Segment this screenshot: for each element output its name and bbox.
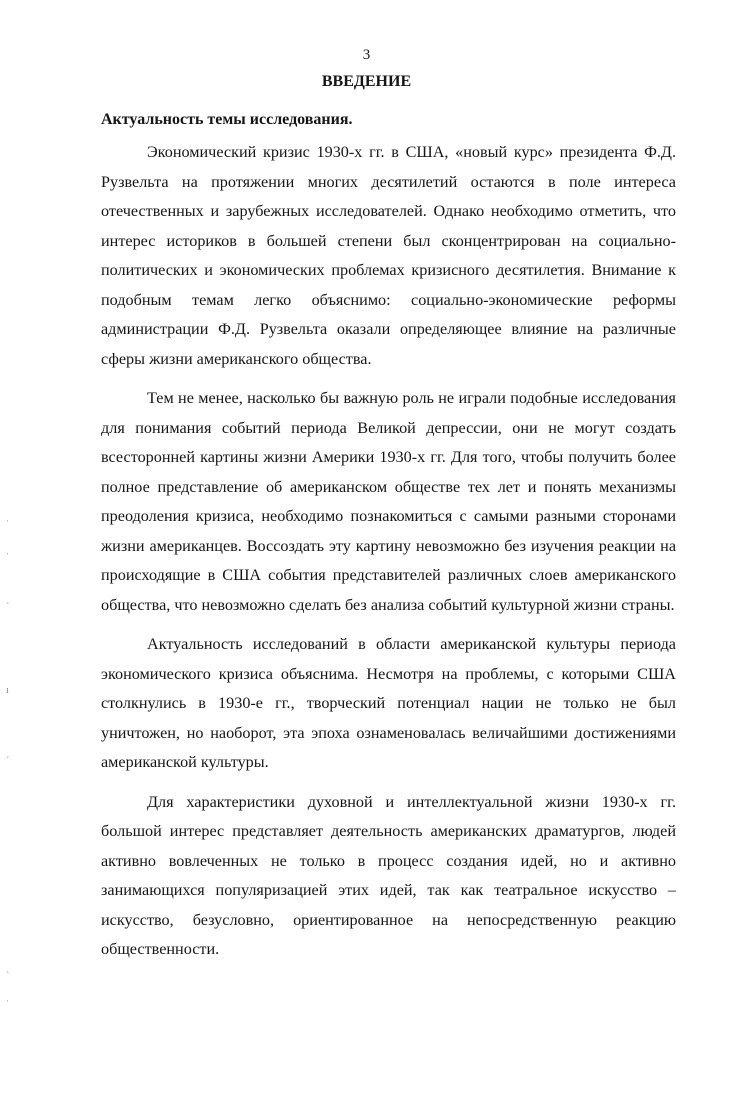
- scan-artifact: ˋ: [6, 971, 10, 982]
- page-title: ВВЕДЕНИЕ: [321, 73, 412, 90]
- page-number: 3: [362, 47, 371, 63]
- scan-artifact: ˈ: [6, 519, 10, 530]
- scan-artifact: ˋ: [6, 602, 10, 613]
- scan-artifact: ˌ: [6, 544, 10, 555]
- paragraph-1: Экономический кризис 1930-х гг. в США, «новый курс» президента Ф.Д. Рузвельта на протяжении многих десятилетий остаются в поле интереса отечественных и зарубежных исследователей. Однако необходимо отметить, что интерес историков в большей степени был сконцентрирован на социально-политических и экономических проблемах кризисного десятилетия. Внимание к подобным темам легко объяснимо: социально-экономические реформы администрации Ф.Д. Рузвельта оказали определяющее влияние на различные сферы жизни американского общества.: [101, 143, 676, 368]
- paragraph-4: Для характеристики духовной и интеллектуальной жизни 1930-х гг. большой интерес представляет деятельность американских драматургов, людей активно вовлеченных не только в процесс создания идей, но и активно занимающихся популяризацией этих идей, так как театральное искусство – искусство, безусловно, ориентированное на непосредственную реакцию общественности.: [101, 792, 676, 958]
- body-text: [101, 138, 676, 975]
- scan-artifact: ı: [6, 685, 9, 696]
- section-heading: Актуальность темы исследования.: [101, 111, 353, 128]
- scan-artifact: ˌ: [6, 991, 10, 1002]
- paragraph-2: Тем не менее, насколько бы важную роль не играли подобные исследования для понимания событий периода Великой депрессии, они не могут создать всесторонней картины жизни Америки 1930-х гг. Для того, чтобы получить более полное представление об американском обществе тех лет и понять механизмы преодоления кризиса, необходимо познакомиться с самыми разными сторонами жизни американцев. Воссоздать эту картину невозможно без изучения реакции на происходящие в США события представителей различных слоев американского общества, что невозможно сделать без анализа событий культурной жизни страны.: [101, 389, 676, 614]
- paragraph-3: Актуальность исследований в области американской культуры периода экономического кризиса объяснима. Несмотря на проблемы, с которыми США столкнулись в 1930-е гг., творческий потенциал нации не только не был уничтожен, но наоборот, эта эпоха ознаменовалась величайшими достижениями американской культуры.: [101, 635, 676, 771]
- scan-artifact: ˊ: [6, 756, 10, 767]
